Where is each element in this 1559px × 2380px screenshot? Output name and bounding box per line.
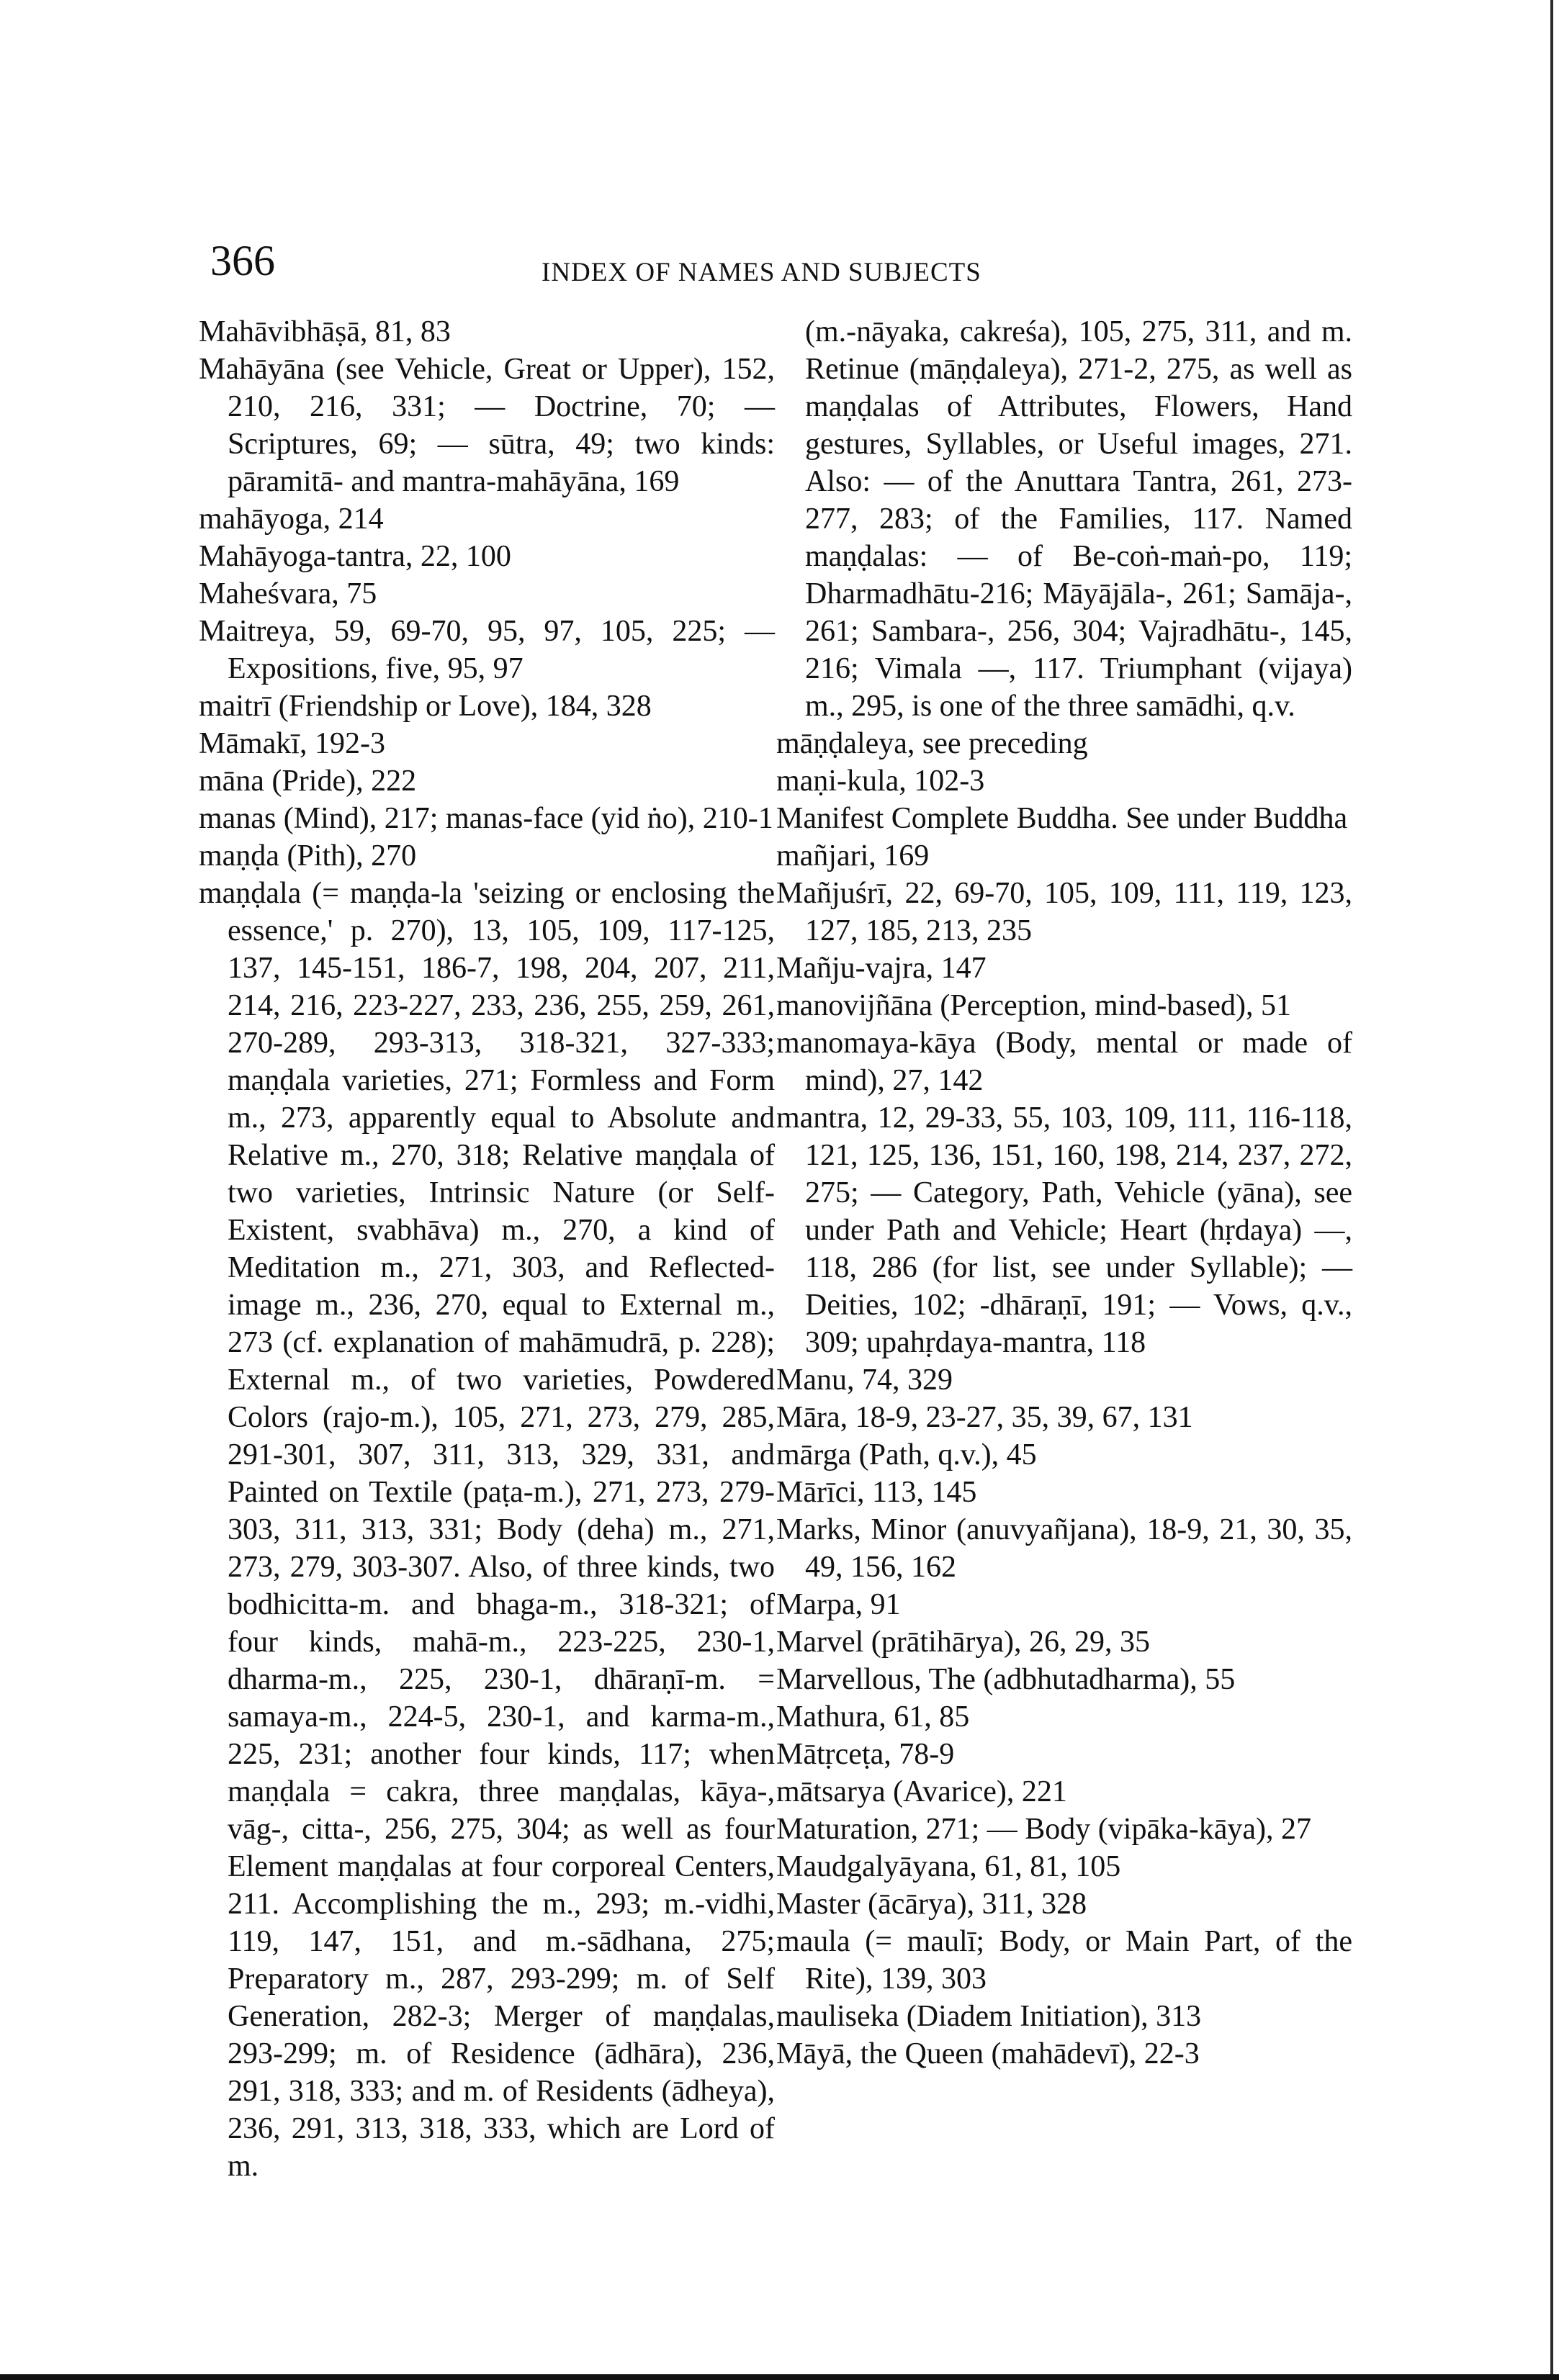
index-entry: mātsarya (Avarice), 221: [776, 1775, 1067, 1808]
index-entry: māṇḍaleya, see preceding: [776, 727, 1088, 760]
index-entry: Mahāyoga-tantra, 22, 100: [199, 540, 511, 573]
running-head: INDEX OF NAMES AND SUBJECTS: [542, 258, 981, 287]
index-entry-continued: (m.-nāyaka, cakreśa), 105, 275, 311, and m. Retinue (māṇḍaleya), 271-2, 275, as well as maṇḍalas of Attributes, Flowers, Hand gestures, Syllables, or Useful images, 271. Also: — of the Anuttara Tantra, 261, 273-277, 283; of the Families, 117. Named maṇḍalas: — of Be-coṅ-maṅ-po, 119; Dharmadhātu-216; Māyājāla-, 261; Samāja-, 261; Sambara-, 256, 304; Vajradhātu-, 145, 216; Vimala —, 117. Triumphant (vijaya) m., 295, is one of the three samādhi, q.v.: [805, 315, 1352, 723]
index-entry: mārga (Path, q.v.), 45: [776, 1438, 1037, 1471]
index-entry: mauliseka (Diadem Initiation), 313: [776, 2000, 1202, 2033]
index-entry: Mārīci, 113, 145: [776, 1476, 977, 1509]
index-entry: maṇḍa (Pith), 270: [199, 839, 417, 873]
index-entry: mañjari, 169: [776, 839, 930, 873]
index-entry: Master (ācārya), 311, 328: [776, 1888, 1087, 1921]
index-entry: manas (Mind), 217; manas-face (yid ṅo), 210-1: [199, 802, 773, 835]
index-entry: maula (= maulī; Body, or Main Part, of the Rite), 139, 303: [776, 1925, 1352, 1996]
index-entry: Māyā, the Queen (mahādevī), 22-3: [776, 2037, 1200, 2070]
left-column: [199, 313, 775, 2185]
index-entry: Marvel (prātihārya), 26, 29, 35: [776, 1626, 1150, 1659]
index-entry: Manu, 74, 329: [776, 1363, 953, 1397]
index-entry: maitrī (Friendship or Love), 184, 328: [199, 690, 652, 723]
index-entry: Māmakī, 192-3: [199, 727, 385, 760]
page-number: 366: [210, 237, 275, 284]
index-entry: Manifest Complete Buddha. See under Buddha: [776, 802, 1348, 835]
index-entry: Mahāyāna (see Vehicle, Great or Upper), 152, 210, 216, 331; — Doctrine, 70; — Scriptures, 69; — sūtra, 49; two kinds: pāramitā- and mantra-mahāyāna, 169: [199, 353, 775, 498]
index-entry: Maitreya, 59, 69-70, 95, 97, 105, 225; — Expositions, five, 95, 97: [199, 615, 775, 685]
index-entry: Maudgalyāyana, 61, 81, 105: [776, 1850, 1121, 1883]
scan-bottom-bar: [0, 2374, 1559, 2380]
index-entry: maṇi-kula, 102-3: [776, 765, 985, 798]
index-entry: Māra, 18-9, 23-27, 35, 39, 67, 131: [776, 1401, 1193, 1434]
index-entry: Mahāvibhāṣā, 81, 83: [199, 315, 451, 348]
index-entry: Marpa, 91: [776, 1588, 901, 1621]
right-column: [776, 313, 1352, 2073]
index-entry: manomaya-kāya (Body, mental or made of mind), 27, 142: [776, 1027, 1352, 1097]
index-entry: Marks, Minor (anuvyañjana), 18-9, 21, 30, 35, 49, 156, 162: [776, 1513, 1352, 1584]
index-entry: Mathura, 61, 85: [776, 1700, 970, 1734]
index-entry: Mañju-vajra, 147: [776, 952, 987, 985]
index-entry: māna (Pride), 222: [199, 765, 417, 798]
index-entry: maṇḍala (= maṇḍa-la 'seizing or enclosing the essence,' p. 270), 13, 105, 109, 117-125, 137, 145-151, 186-7, 198, 204, 207, 211, 214, 216, 223-227, 233, 236, 255, 259, 261, 270-289, 293-313, 318-321, 327-333; maṇḍala varieties, 271; Formless and Form m., 273, apparently equal to Absolute and Relative m., 270, 318; Relative maṇḍala of two varieties, Intrinsic Nature (or Self-Existent, svabhāva) m., 270, a kind of Meditation m., 271, 303, and Reflected-image m., 236, 270, equal to External m., 273 (cf. explanation of mahāmudrā, p. 228); External m., of two varieties, Powdered Colors (rajo-m.), 105, 271, 273, 279, 285, 291-301, 307, 311, 313, 329, 331, and Painted on Textile (paṭa-m.), 271, 273, 279-303, 311, 313, 331; Body (deha) m., 271, 273, 279, 303-307. Also, of three kinds, two bodhicitta-m. and bhaga-m., 318-321; of four kinds, mahā-m., 223-225, 230-1, dharma-m., 225, 230-1, dhāraṇī-m. = samaya-m., 224-5, 230-1, and karma-m., 225, 231; another four kinds, 117; when maṇḍala = cakra, three maṇḍalas, kāya-, vāg-, citta-, 256, 275, 304; as well as four Element maṇḍalas at four corporeal Centers, 211. Accomplishing the m., 293; m.-vidhi, 119, 147, 151, and m.-sādhana, 275; Preparatory m., 287, 293-299; m. of Self Generation, 282-3; Merger of maṇḍalas, 293-299; m. of Residence (ādhāra), 236, 291, 318, 333; and m. of Residents (ādheya), 236, 291, 313, 318, 333, which are Lord of m.: [199, 877, 775, 2183]
index-entry: mantra, 12, 29-33, 55, 103, 109, 111, 116-118, 121, 125, 136, 151, 160, 198, 214, 237, 272, 275; — Category, Path, Vehicle (yāna), see under Path and Vehicle; Heart (hṛdaya) —, 118, 286 (for list, see under Syllable); — Deities, 102; -dhāraṇī, 191; — Vows, q.v., 309; upahṛdaya-mantra, 118: [776, 1101, 1352, 1359]
index-entry: Mātṛceṭa, 78-9: [776, 1738, 955, 1771]
index-entry: Maturation, 271; — Body (vipāka-kāya), 27: [776, 1813, 1311, 1846]
index-entry: mahāyoga, 214: [199, 502, 384, 536]
index-entry: Marvellous, The (adbhutadharma), 55: [776, 1663, 1236, 1696]
index-entry: Maheśvara, 75: [199, 577, 377, 610]
index-entry: Mañjuśrī, 22, 69-70, 105, 109, 111, 119, 123, 127, 185, 213, 235: [776, 877, 1352, 947]
scan-edge-line: [1550, 0, 1553, 2380]
index-entry: manovijñāna (Perception, mind-based), 51: [776, 989, 1291, 1022]
